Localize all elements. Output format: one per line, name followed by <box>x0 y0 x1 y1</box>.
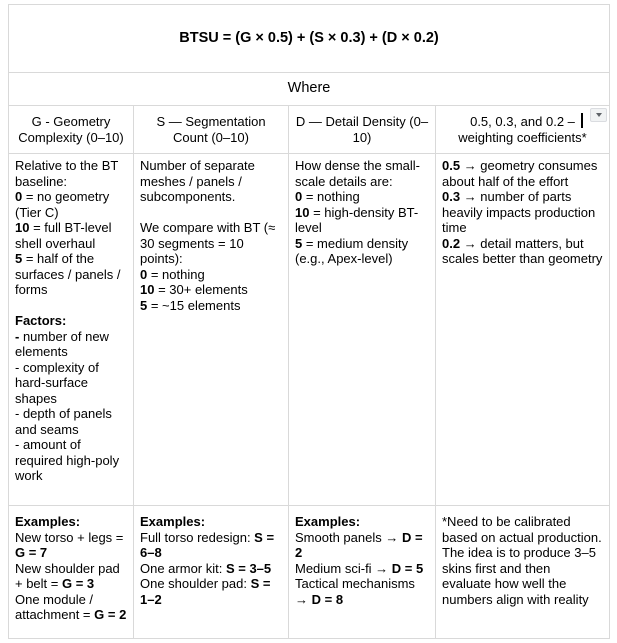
header-weights-label: 0.5, 0.3, and 0.2 – weighting coefficients* <box>458 114 587 145</box>
paragraph: 10 = 30+ elements <box>140 282 248 297</box>
header-row <box>9 106 610 154</box>
examples-cell-segmentation[interactable] <box>134 506 289 639</box>
header-cell-detail-density[interactable] <box>289 106 436 154</box>
paragraph: 10 = full BT-level shell overhaul <box>15 220 112 251</box>
paragraph <box>140 205 282 221</box>
examples-cell-geometry[interactable] <box>9 506 134 639</box>
paragraph: One armor kit: S = 3–5 <box>140 560 272 576</box>
paragraph: - complexity of hard-surface shapes <box>15 359 99 406</box>
paragraph: New shoulder pad + belt = G = 3 <box>15 560 120 591</box>
examples-cell-detail-density[interactable] <box>289 506 436 639</box>
paragraph: 0.3 → number of parts heavily impacts production time <box>442 189 596 235</box>
where-cell[interactable] <box>9 73 610 106</box>
examples-row <box>9 506 610 639</box>
header-detail-density-label: D — Detail Density (0–10) <box>295 114 429 145</box>
header-geometry-label: G - Geometry Complexity (0–10) <box>18 114 124 145</box>
paragraph: New torso + legs = G = 7 <box>15 529 124 560</box>
paragraph: How dense the small-scale details are: <box>295 158 420 189</box>
paragraph: 10 = high-density BT-level <box>295 204 419 235</box>
paragraph: 5 = ~15 elements <box>140 297 241 313</box>
chevron-down-icon <box>596 113 602 117</box>
btsu-scoring-table <box>8 4 610 639</box>
paragraph: Examples: <box>295 514 361 529</box>
paragraph: 0 = nothing <box>140 266 205 282</box>
paragraph: Factors: <box>15 313 67 328</box>
header-segmentation-label: S — Segmentation Count (0–10) <box>156 114 266 145</box>
paragraph <box>15 298 127 314</box>
paragraph: We compare with BT (≈ 30 segments = 10 points): <box>140 220 276 266</box>
header-cell-segmentation[interactable] <box>134 106 289 154</box>
paragraph: One module / attachment = G = 2 <box>15 591 127 622</box>
paragraph: Number of separate meshes / panels / subcomponents. <box>140 158 255 204</box>
body-cell-detail-density[interactable] <box>289 154 436 506</box>
paragraph: 0.5 → geometry consumes about half of the effort <box>442 158 598 189</box>
formula-cell[interactable] <box>9 5 610 73</box>
paragraph: - depth of panels and seams <box>15 406 112 437</box>
paragraph: Smooth panels → D = 2 <box>295 529 423 560</box>
formula-row <box>9 5 610 73</box>
definition-row <box>9 154 610 506</box>
body-cell-segmentation[interactable] <box>134 154 289 506</box>
paragraph: Medium sci-fi → D = 5 <box>295 560 424 576</box>
paragraph: 0 = no geometry (Tier C) <box>15 189 110 220</box>
where-row <box>9 73 610 106</box>
paragraph: - number of new elements <box>15 328 109 359</box>
paragraph: Examples: <box>15 514 81 529</box>
paragraph: 5 = medium density (e.g., Apex-level) <box>295 235 409 266</box>
paragraph: Relative to the BT baseline: <box>15 158 119 189</box>
table-menu-button[interactable] <box>590 108 607 122</box>
paragraph: 5 = half of the surfaces / panels / forms <box>15 251 121 297</box>
paragraph: One shoulder pad: S = 1–2 <box>140 576 271 607</box>
body-cell-geometry[interactable] <box>9 154 134 506</box>
paragraph: Examples: <box>140 514 206 529</box>
examples-cell-weights[interactable] <box>436 506 610 639</box>
formula-text: BTSU = (G × 0.5) + (S × 0.3) + (D × 0.2) <box>179 29 439 46</box>
body-cell-weights[interactable] <box>436 154 610 506</box>
where-label: Where <box>287 80 331 97</box>
paragraph: *Need to be calibrated based on actual production. The idea is to produce 3–5 skins first and then evaluate how well the numbers align with reality <box>442 514 602 607</box>
header-cell-weights[interactable] <box>436 106 610 154</box>
header-cell-geometry[interactable] <box>9 106 134 154</box>
text-cursor <box>581 113 583 128</box>
paragraph: 0.2 → detail matters, but scales better than geometry <box>442 235 603 266</box>
paragraph: - amount of required high-poly work <box>15 437 120 483</box>
paragraph: Tactical mechanisms → D = 8 <box>295 576 415 607</box>
paragraph: 0 = nothing <box>295 189 360 204</box>
paragraph: Full torso redesign: S = 6–8 <box>140 529 275 560</box>
